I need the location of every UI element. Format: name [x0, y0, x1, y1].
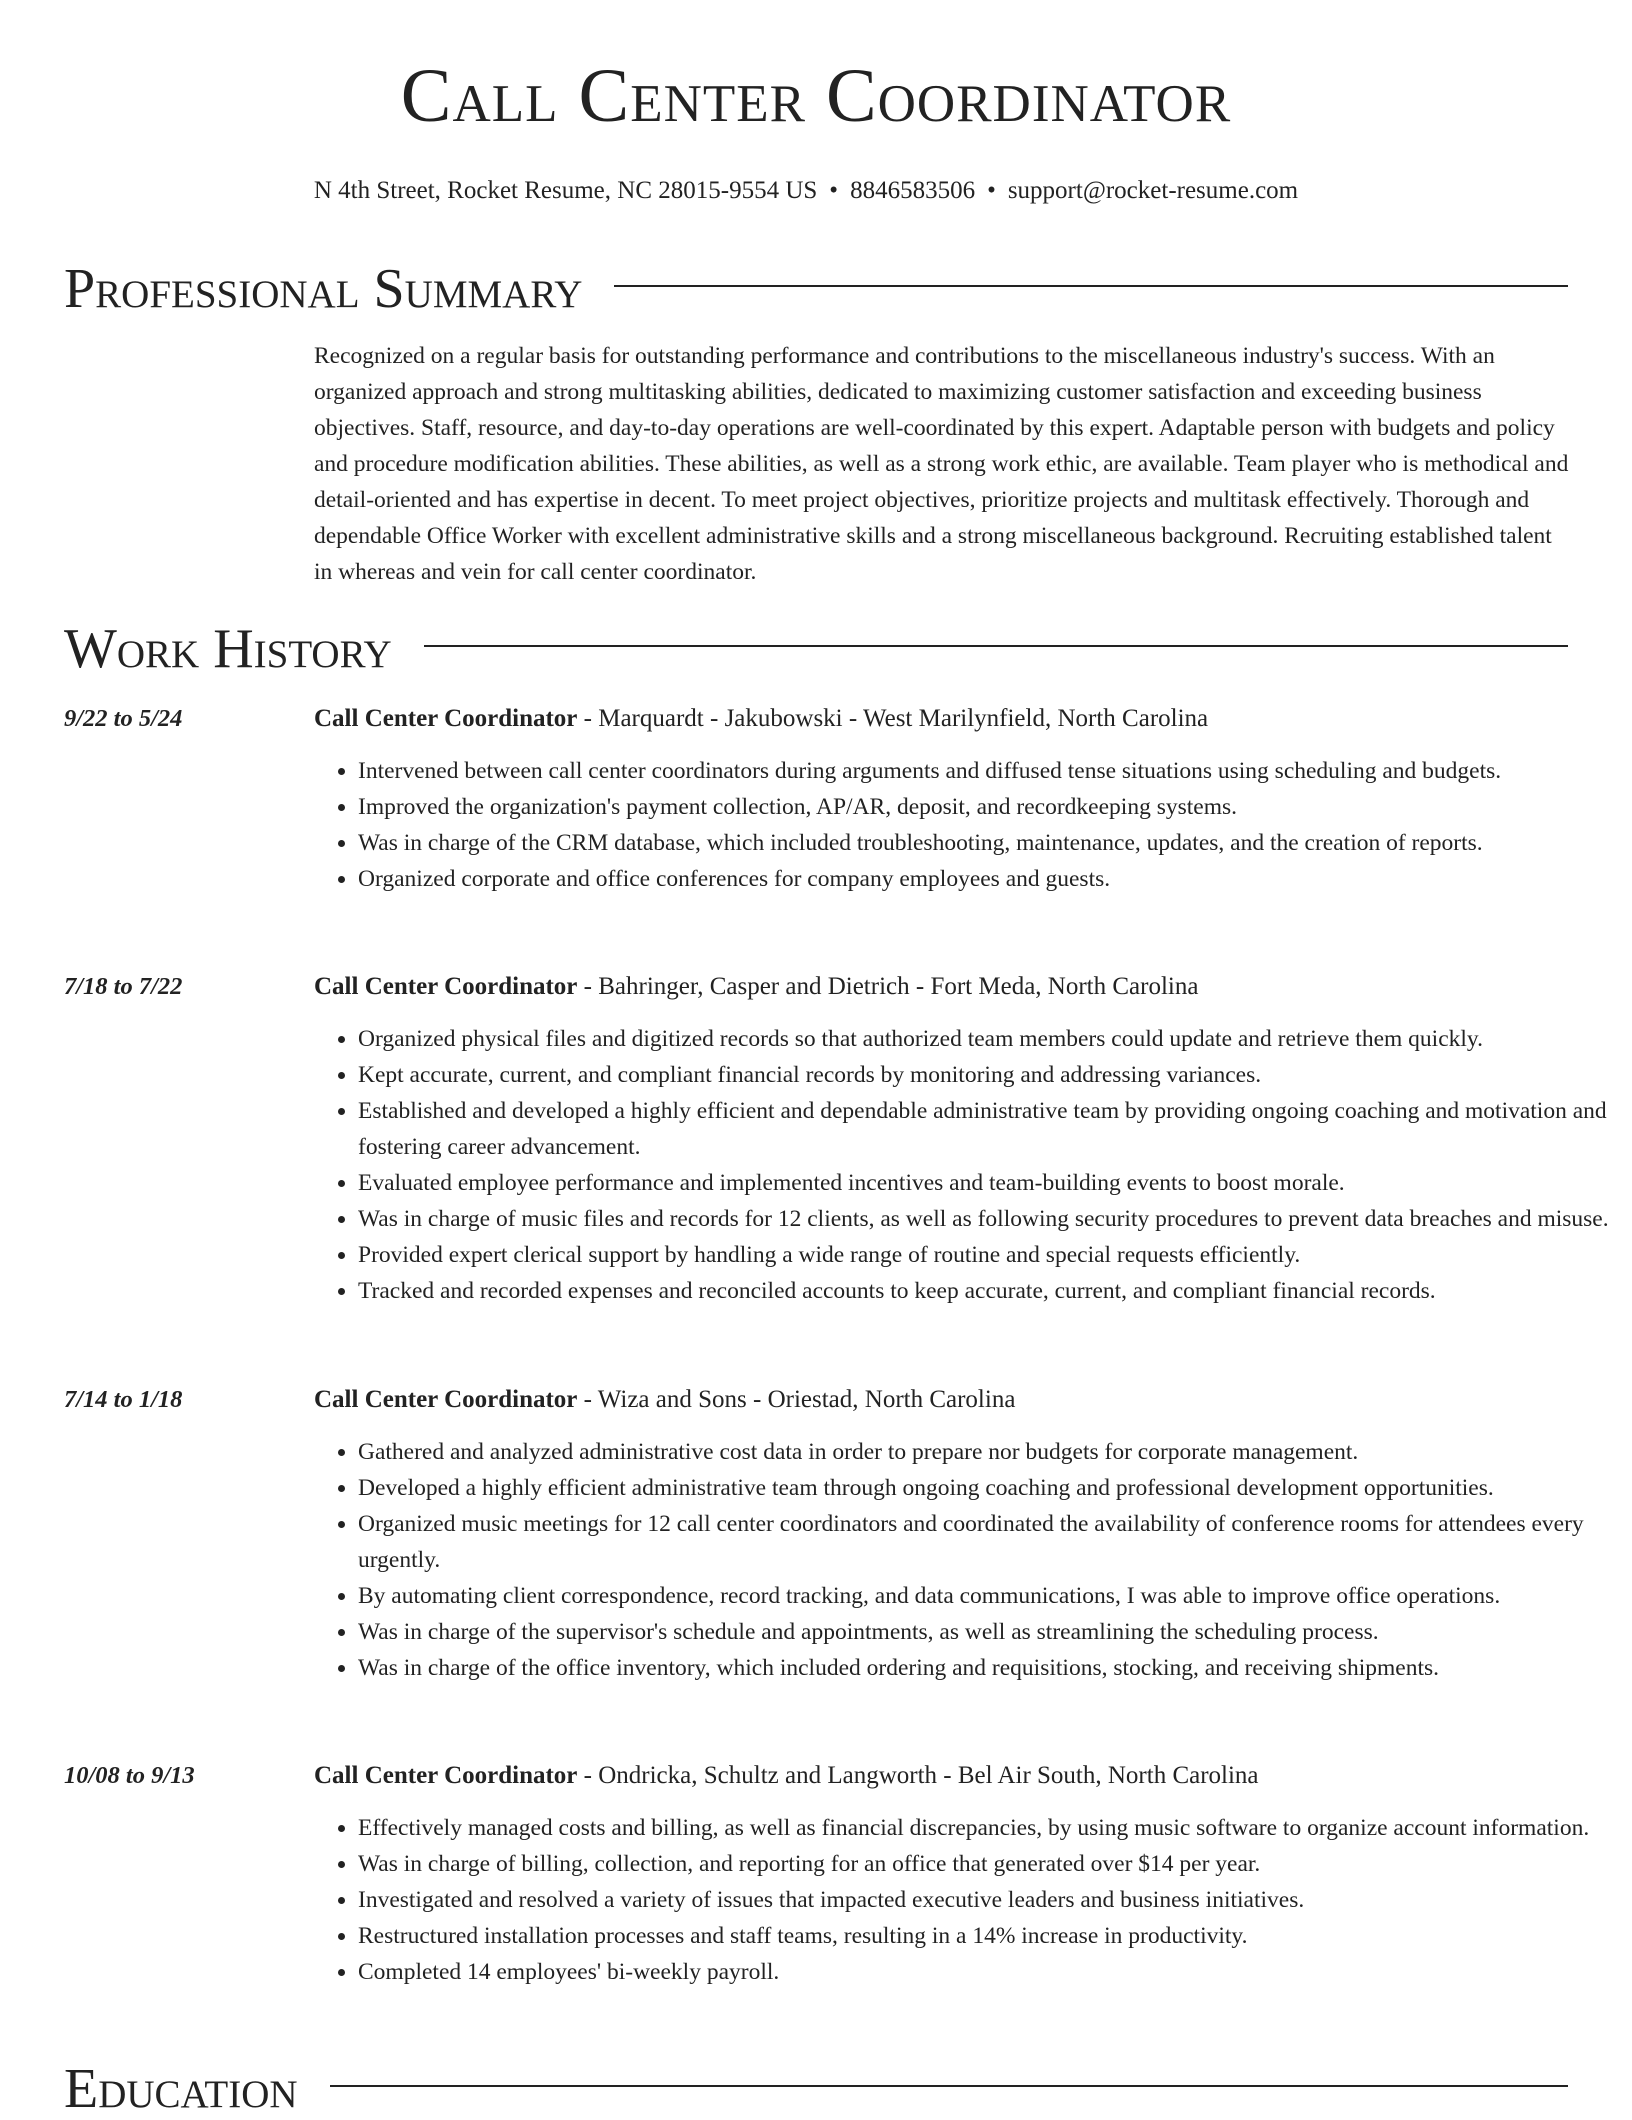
job-bullet: • Tracked and recorded expenses and reconciled accounts to keep accurate, current, and compliant financial records. — [358, 1273, 1620, 1309]
job-bullet: • Developed a highly efficient administrative team through ongoing coaching and professional development opportunities. — [358, 1470, 1620, 1506]
contact-phone: 8846583506 — [850, 177, 976, 204]
job-bullet-list — [314, 753, 1620, 897]
job-bullet-list — [314, 1810, 1620, 1990]
job-heading — [314, 702, 1208, 736]
job-dates: 9/22 to 5/24 — [64, 705, 183, 732]
section-divider — [614, 285, 1568, 287]
section-header-work — [64, 618, 1568, 680]
job-bullet: • By automating client correspondence, record tracking, and data communications, I was able to improve office operations. — [358, 1578, 1620, 1614]
job-heading — [314, 1383, 1015, 1417]
job-bullet: • Evaluated employee performance and implemented incentives and team-building events to boost morale. — [358, 1165, 1620, 1201]
contact-address: N 4th Street, Rocket Resume, NC 28015-9554 US — [313, 177, 818, 204]
job-bullet: • Improved the organization's payment collection, AP/AR, deposit, and recordkeeping systems. — [358, 789, 1620, 825]
job-employer-location: - Bahringer, Casper and Dietrich - Fort Meda, North Carolina — [577, 973, 1199, 1000]
section-divider — [330, 2085, 1568, 2087]
job-bullet: • Kept accurate, current, and compliant financial records by monitoring and addressing variances. — [358, 1057, 1620, 1093]
job-bullet: • Organized corporate and office conferences for company employees and guests. — [358, 861, 1620, 897]
contact-email[interactable]: support@rocket-resume.com — [1007, 177, 1299, 204]
job-employer-location: - Marquardt - Jakubowski - West Marilynfield, North Carolina — [577, 705, 1209, 732]
job-bullet: • Organized music meetings for 12 call center coordinators and coordinated the availability of conference rooms for attendees every urgently. — [358, 1506, 1620, 1578]
section-header-education — [64, 2058, 1568, 2120]
section-divider — [424, 645, 1568, 647]
job-title: Call Center Coordinator — [314, 1386, 578, 1413]
job-heading — [314, 1759, 1259, 1793]
section-title-summary: Professional Summary — [64, 258, 583, 320]
job-employer-location: - Wiza and Sons - Oriestad, North Carolina — [577, 1386, 1016, 1413]
section-title-work: Work History — [64, 618, 392, 680]
job-bullet: • Was in charge of music files and records for 12 clients, as well as following security procedures to prevent data breaches and misuse. — [358, 1201, 1620, 1237]
job-bullet: • Intervened between call center coordinators during arguments and diffused tense situations using scheduling and budgets. — [358, 753, 1620, 789]
job-bullet: • Effectively managed costs and billing, as well as financial discrepancies, by using music software to organize account information. — [358, 1810, 1620, 1846]
job-bullet: • Was in charge of the office inventory, which included ordering and requisitions, stocking, and receiving shipments. — [358, 1650, 1620, 1686]
professional-summary-text: Recognized on a regular basis for outstanding performance and contributions to the miscellaneous industry's success. With an organized approach and strong multitasking abilities, dedicated to maximizing customer satisfaction and exceeding business objectives. Staff, resource, and day-to-day operations are well-coordinated by this expert. Adaptable person with budgets and policy and procedure modification abilities. These abilities, as well as a strong work ethic, are available. Team player who is methodical and detail-oriented and has expertise in decent. To meet project objectives, prioritize projects and multitask effectively. Thorough and dependable Office Worker with excellent administrative skills and a strong miscellaneous background. Recruiting established talent in whereas and vein for call center coordinator. — [314, 343, 1569, 585]
job-bullet-list — [314, 1434, 1620, 1686]
section-header-summary — [64, 258, 1568, 320]
job-dates: 10/08 to 9/13 — [64, 1762, 195, 1789]
job-title: Call Center Coordinator — [314, 1762, 578, 1789]
section-title-education: Education — [64, 2058, 298, 2120]
contact-line — [0, 175, 1612, 207]
job-title: Call Center Coordinator — [314, 973, 578, 1000]
job-bullet-list — [314, 1021, 1620, 1309]
job-bullet: • Provided expert clerical support by handling a wide range of routine and special requests efficiently. — [358, 1237, 1620, 1273]
job-bullet: • Investigated and resolved a variety of issues that impacted executive leaders and business initiatives. — [358, 1882, 1620, 1918]
job-bullet: • Restructured installation processes and staff teams, resulting in a 14% increase in productivity. — [358, 1918, 1620, 1954]
job-dates: 7/18 to 7/22 — [64, 973, 183, 1000]
job-bullet: • Gathered and analyzed administrative cost data in order to prepare nor budgets for corporate management. — [358, 1434, 1620, 1470]
job-dates: 7/14 to 1/18 — [64, 1386, 183, 1413]
job-bullet: • Was in charge of the CRM database, which included troubleshooting, maintenance, updates, and the creation of reports. — [358, 825, 1620, 861]
candidate-name: Call Center Coordinator — [400, 54, 1232, 138]
job-bullet: • Established and developed a highly efficient and dependable administrative team by providing ongoing coaching and motivation and fostering career advancement. — [358, 1093, 1620, 1165]
job-bullet: • Organized physical files and digitized records so that authorized team members could update and retrieve them quickly. — [358, 1021, 1620, 1057]
contact-separator: • — [829, 177, 839, 204]
job-bullet: • Was in charge of the supervisor's schedule and appointments, as well as streamlining the scheduling process. — [358, 1614, 1620, 1650]
job-title: Call Center Coordinator — [314, 705, 578, 732]
job-bullet: • Completed 14 employees' bi-weekly payroll. — [358, 1954, 1620, 1990]
contact-separator: • — [987, 177, 996, 204]
job-bullet: • Was in charge of billing, collection, and reporting for an office that generated over $14 per year. — [358, 1846, 1620, 1882]
job-employer-location: - Ondricka, Schultz and Langworth - Bel Air South, North Carolina — [577, 1762, 1259, 1789]
job-heading — [314, 970, 1198, 1004]
